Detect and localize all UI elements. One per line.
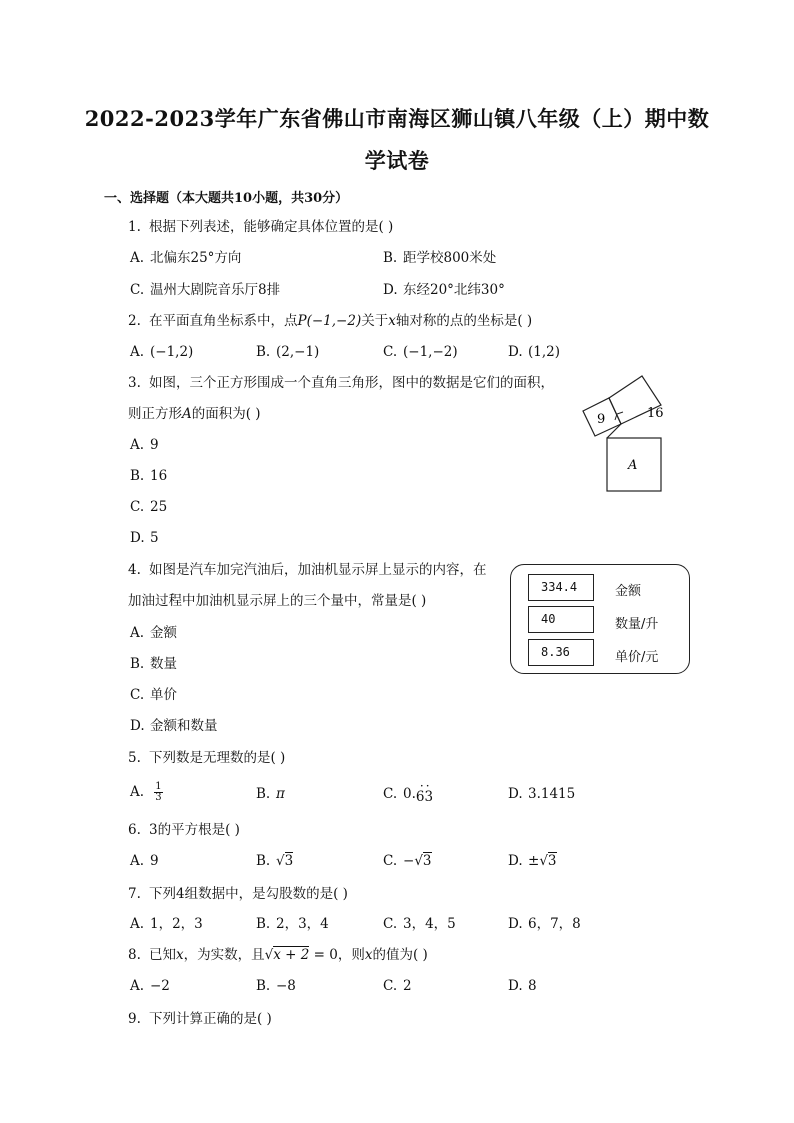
three-squares-figure — [575, 370, 695, 495]
question-8: 8. 已知x，为实数，且√x + 2 = 0，则x的值为( ) — [128, 947, 428, 963]
option-d: D. 3.1415 — [508, 786, 576, 802]
label-16: 16 — [647, 406, 664, 421]
page-title-line1: 2022-2023学年广东省佛山市南海区狮山镇八年级（上）期中数 — [84, 106, 710, 131]
question-number: 1. — [128, 219, 141, 235]
amount-value: 334.4 — [528, 574, 594, 601]
option-b: B. −8 — [256, 978, 296, 994]
repeating-dots: ·· — [419, 779, 432, 793]
question-4: 4. 如图是汽车加完汽油后，加油机显示屏上显示的内容，在 — [128, 562, 487, 578]
option-a: A. −2 — [130, 978, 170, 994]
question-text: 根据下列表述，能够确定具体位置的是( ) — [149, 219, 394, 235]
option-a: A. 北偏东25°方向 — [130, 250, 242, 266]
option-c: C. (−1,−2) — [383, 344, 458, 360]
unit-price-value: 8.36 — [528, 639, 594, 666]
option-c: C. 温州大剧院音乐厅8排 — [130, 282, 281, 298]
option-a: A. 金额 — [130, 625, 177, 641]
option-a: A. $\frac{1}{3}$ — [130, 781, 162, 803]
label-9: 9 — [597, 412, 606, 427]
option-b: B. 距学校800米处 — [383, 250, 497, 266]
volume-label: 数量/升 — [615, 617, 659, 632]
question-7: 7. 下列4组数据中，是勾股数的是( ) — [128, 886, 348, 902]
option-a: A. 1，2，3 — [130, 916, 203, 932]
option-c: C. 单价 — [130, 687, 177, 703]
option-a: A. 9 — [130, 437, 159, 453]
question-4-cont: 加油过程中加油机显示屏上的三个量中，常量是( ) — [128, 593, 427, 609]
option-b: B. 数量 — [130, 656, 177, 672]
amount-label: 金额 — [615, 584, 642, 599]
label-a: A — [628, 458, 638, 473]
option-b: B. 2，3，4 — [256, 916, 329, 932]
sqrt-icon: √ — [276, 853, 285, 869]
option-b: B. π — [256, 786, 285, 802]
option-d: D. 8 — [508, 978, 537, 994]
option-b: B. (2,−1) — [256, 344, 320, 360]
option-c: C. 2 — [383, 978, 412, 994]
option-d: D. 5 — [130, 530, 159, 546]
question-5: 5. 下列数是无理数的是( ) — [128, 750, 286, 766]
sqrt-icon: √ — [414, 853, 423, 869]
option-d: D. 金额和数量 — [130, 718, 218, 734]
option-c: C. −√3 — [383, 853, 432, 869]
option-a: A. 9 — [130, 853, 159, 869]
option-a: A. (−1,2) — [130, 344, 194, 360]
option-b: B. 16 — [130, 468, 168, 484]
option-d: D. 6，7，8 — [508, 916, 581, 932]
question-6: 6. 3的平方根是( ) — [128, 822, 240, 838]
section-heading: 一、选择题（本大题共10小题，共30分） — [104, 191, 349, 206]
option-c: C. 0. ·· 63 — [383, 779, 434, 805]
question-1 — [128, 218, 393, 236]
question-3-cont: 则正方形A的面积为( ) — [128, 406, 261, 422]
question-3: 3. 如图，三个正方形围成一个直角三角形，图中的数据是它们的面积， — [128, 375, 554, 391]
sqrt-icon: √ — [539, 853, 548, 869]
question-2: 2. 在平面直角坐标系中，点P(−1,−2)关于x轴对称的点的坐标是( ) — [128, 313, 533, 329]
option-c: C. 3，4，5 — [383, 916, 456, 932]
fraction: $\frac{1}{3}$ — [155, 781, 162, 803]
option-d: D. (1,2) — [508, 344, 561, 360]
unit-price-label: 单价/元 — [615, 650, 659, 665]
volume-value: 40 — [528, 606, 594, 633]
page-title-line2: 学试卷 — [364, 148, 430, 173]
option-d: D. 东经20°北纬30° — [383, 282, 505, 298]
question-9: 9. 下列计算正确的是( ) — [128, 1011, 272, 1027]
option-b: B. √3 — [256, 853, 294, 869]
option-c: C. 25 — [130, 499, 168, 515]
fuel-pump-display — [510, 564, 690, 674]
sqrt-icon: √ — [264, 947, 274, 963]
option-d: D. ±√3 — [508, 853, 557, 869]
